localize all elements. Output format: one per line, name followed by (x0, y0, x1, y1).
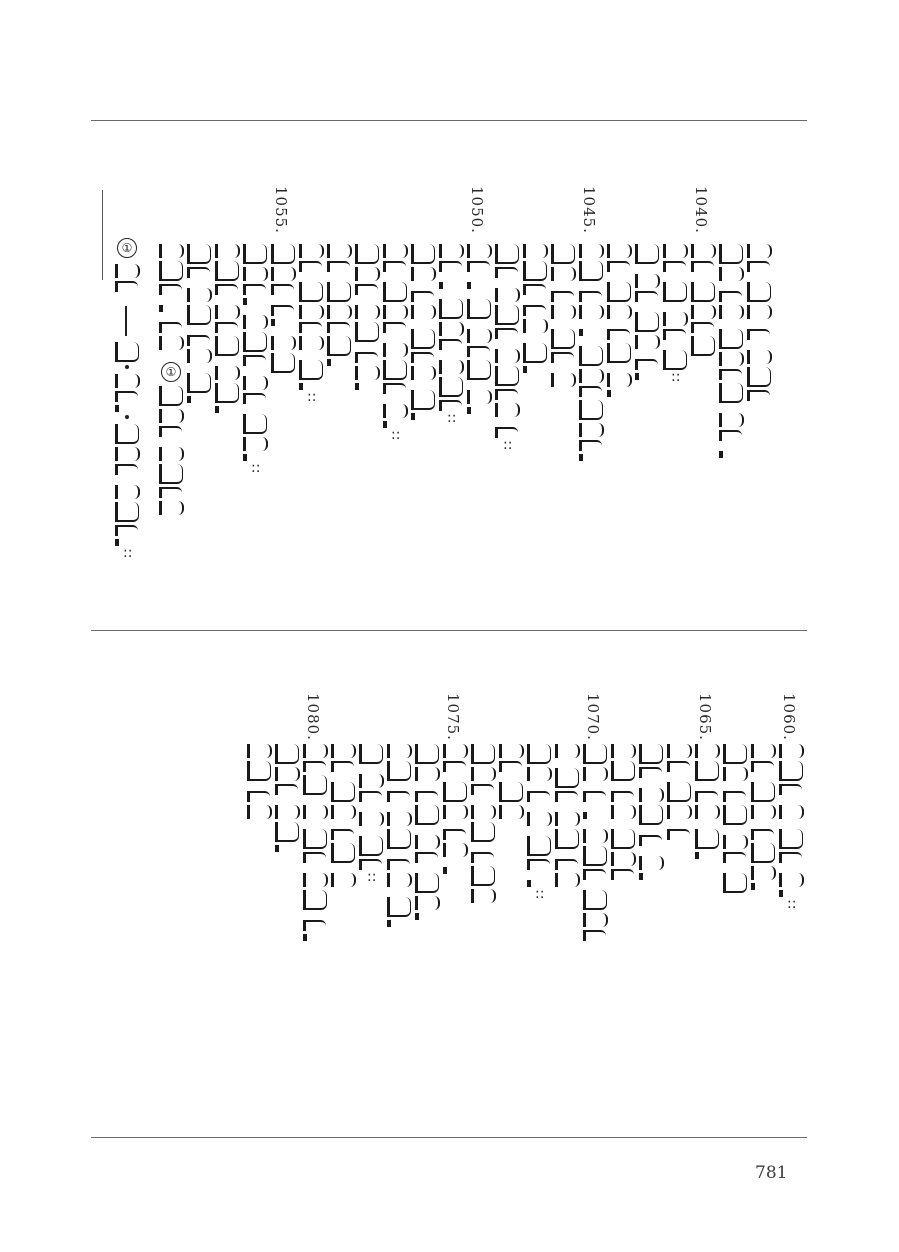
verse-end-mark: :: (307, 389, 317, 405)
line-number: 1070. (584, 693, 602, 741)
em-dash (125, 306, 127, 336)
footnote-marker: ① (117, 238, 137, 258)
bottom-rule (91, 1137, 807, 1138)
verse-end-mark: :: (671, 369, 681, 385)
verse-end-mark: :: (535, 886, 545, 902)
middle-rule (91, 630, 807, 631)
verse-end-mark: :: (787, 896, 797, 912)
line-number: 1065. (696, 693, 714, 741)
verse-end-mark: :: (391, 427, 401, 443)
line-number: 1080. (304, 693, 322, 741)
verse-end-mark: :: (503, 437, 513, 453)
footnote-separator (102, 190, 103, 280)
footnote-text (115, 264, 137, 561)
line-number: 1050. (468, 186, 486, 234)
page-number: 781 (755, 1163, 788, 1183)
line-number: 1075. (444, 693, 462, 741)
line-number: 1055. (272, 186, 290, 234)
line-number: 1045. (580, 186, 598, 234)
verse-end-mark: :: (367, 869, 377, 885)
verse-end-mark: :: (251, 460, 261, 476)
footnote-inline-marker: ① (161, 362, 181, 382)
verse-end-mark: :: (447, 410, 457, 426)
line-number: 1060. (780, 693, 798, 741)
verse-end-mark: :: (123, 545, 133, 561)
top-rule (91, 120, 807, 121)
line-number: 1040. (692, 186, 710, 234)
